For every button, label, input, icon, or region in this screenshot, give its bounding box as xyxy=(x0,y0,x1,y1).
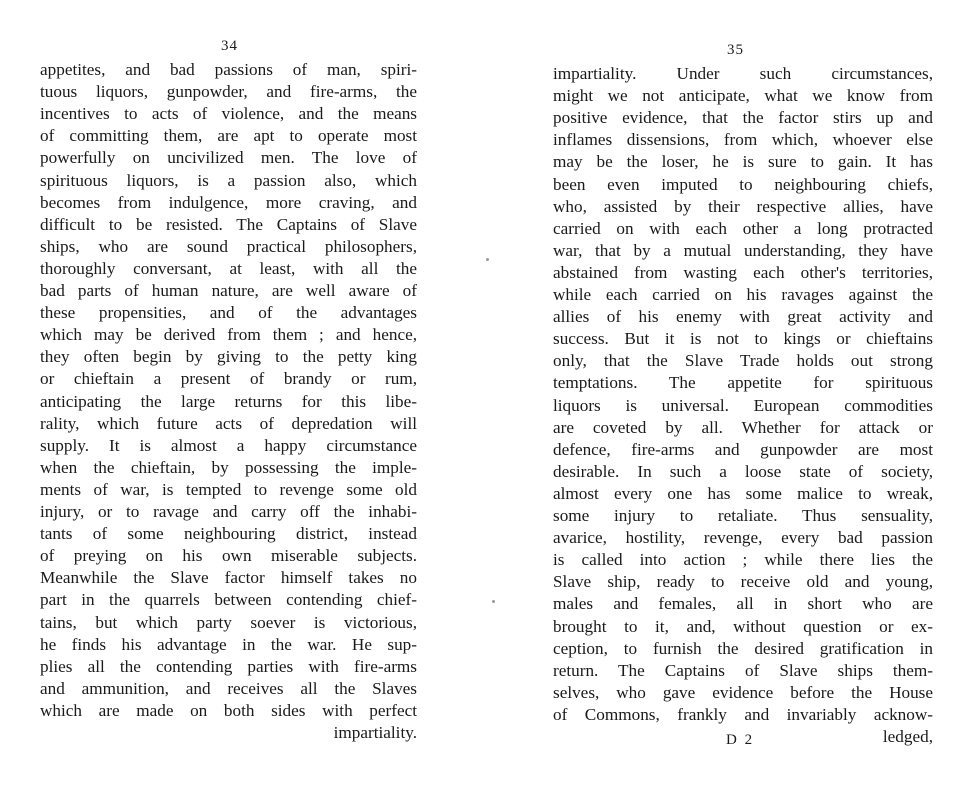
text-line: of Commons, frankly and invariably acknow- xyxy=(553,704,933,724)
text-line: they often begin by giving to the petty king xyxy=(40,347,417,367)
text-line: spirituous liquors, is a passion also, which xyxy=(40,170,417,190)
right-page xyxy=(490,0,980,786)
text-line: some injury to retaliate. Thus sensuality, xyxy=(553,506,933,525)
text-line: might we not anticipate, what we know from xyxy=(553,86,933,106)
text-line: bad parts of human nature, are well aware of xyxy=(40,281,417,300)
text-line: plies all the contending parties with fire-arms xyxy=(40,656,417,676)
text-line: and ammunition, and receives all the Slaves xyxy=(40,678,417,698)
text-line: part in the quarrels between contending chief- xyxy=(40,590,417,610)
text-line: avarice, hostility, revenge, every bad passion xyxy=(553,528,933,548)
text-line: which are made on both sides with perfect xyxy=(40,700,417,720)
text-line: tains, but which party soever is victorious, xyxy=(40,612,417,632)
text-line: which may be derived from them ; and hence, xyxy=(40,325,417,345)
text-line: who, assisted by their respective allies, have xyxy=(553,196,933,216)
text-line: is called into action ; while there lies the xyxy=(553,550,933,570)
text-line: becomes from indulgence, more craving, and xyxy=(40,192,417,212)
text-line: war, that by a mutual understanding, they have xyxy=(553,240,933,260)
text-line: temptations. The appetite for spirituous xyxy=(553,373,933,393)
text-line: anticipating the large returns for this libe- xyxy=(40,391,417,411)
signature-mark: D 2 xyxy=(726,732,755,748)
text-line: rality, which future acts of depredation will xyxy=(40,413,417,433)
text-line: difficult to be resisted. The Captains of Slave xyxy=(40,214,417,234)
text-line: of preying on his own miserable subjects. xyxy=(40,546,417,566)
text-line: of committing them, are apt to operate most xyxy=(40,126,417,146)
text-line: or chieftain a present of brandy or rum, xyxy=(40,369,417,389)
text-line: ments of war, is tempted to revenge some old xyxy=(40,479,417,499)
text-line: allies of his enemy with great activity and xyxy=(553,307,933,327)
text-line: these propensities, and of the advantages xyxy=(40,303,417,323)
text-line: return. The Captains of Slave ships them- xyxy=(553,660,933,680)
text-line: defence, fire-arms and gunpowder are most xyxy=(553,439,933,459)
text-line: supply. It is almost a happy circumstance xyxy=(40,435,417,455)
text-line: ception, to furnish the desired gratification in xyxy=(553,638,933,658)
left-page xyxy=(0,0,480,786)
text-line: while each carried on his ravages against the xyxy=(553,285,933,304)
text-line: been even imputed to neighbouring chiefs, xyxy=(553,174,933,194)
text-line: ledged, xyxy=(882,727,933,746)
text-line: only, that the Slave Trade holds out strong xyxy=(553,351,933,371)
text-line: abstained from wasting each other's territories, xyxy=(553,262,933,282)
gutter-speck xyxy=(486,258,489,261)
text-line: impartiality. Under such circumstances, xyxy=(553,64,933,83)
text-line: powerfully on uncivilized men. The love of xyxy=(40,148,417,168)
text-line: may be the loser, he is sure to gain. It has xyxy=(553,152,933,172)
text-line: males and females, all in short who are xyxy=(553,594,933,614)
text-line: when the chieftain, by possessing the imple- xyxy=(40,457,417,477)
text-line: selves, who gave evidence before the House xyxy=(553,682,933,702)
text-line: are coveted by all. Whether for attack or xyxy=(553,417,933,437)
text-line: Slave ship, ready to receive old and young, xyxy=(553,572,933,592)
text-line: tants of some neighbouring district, instead xyxy=(40,524,417,544)
page-number-right: 35 xyxy=(727,42,744,58)
text-line: desirable. In such a loose state of society, xyxy=(553,461,933,481)
text-line: ships, who are sound practical philosophers, xyxy=(40,236,417,256)
text-line: brought to it, and, without question or ex- xyxy=(553,616,933,636)
text-line: almost every one has some malice to wreak, xyxy=(553,483,933,503)
text-line: injury, or to ravage and carry off the inhabi- xyxy=(40,502,417,521)
text-line: Meanwhile the Slave factor himself takes no xyxy=(40,568,417,588)
page-number-left: 34 xyxy=(221,38,238,54)
text-line: inflames dissensions, from which, whoever else xyxy=(553,130,933,150)
text-line: success. But it is not to kings or chieftains xyxy=(553,329,933,349)
text-line: carried on with each other a long protracted xyxy=(553,218,933,238)
text-line: thoroughly conversant, at least, with all the xyxy=(40,258,417,278)
text-line: he finds his advantage in the war. He sup- xyxy=(40,634,417,654)
text-line: appetites, and bad passions of man, spiri- xyxy=(40,60,417,79)
text-line: liquors is universal. European commodities xyxy=(553,395,933,415)
text-line: tuous liquors, gunpowder, and fire-arms, the xyxy=(40,82,417,102)
gutter-speck xyxy=(492,600,495,603)
text-line: impartiality. xyxy=(333,723,417,742)
text-line: positive evidence, that the factor stirs up and xyxy=(553,108,933,128)
text-line: incentives to acts of violence, and the means xyxy=(40,104,417,124)
